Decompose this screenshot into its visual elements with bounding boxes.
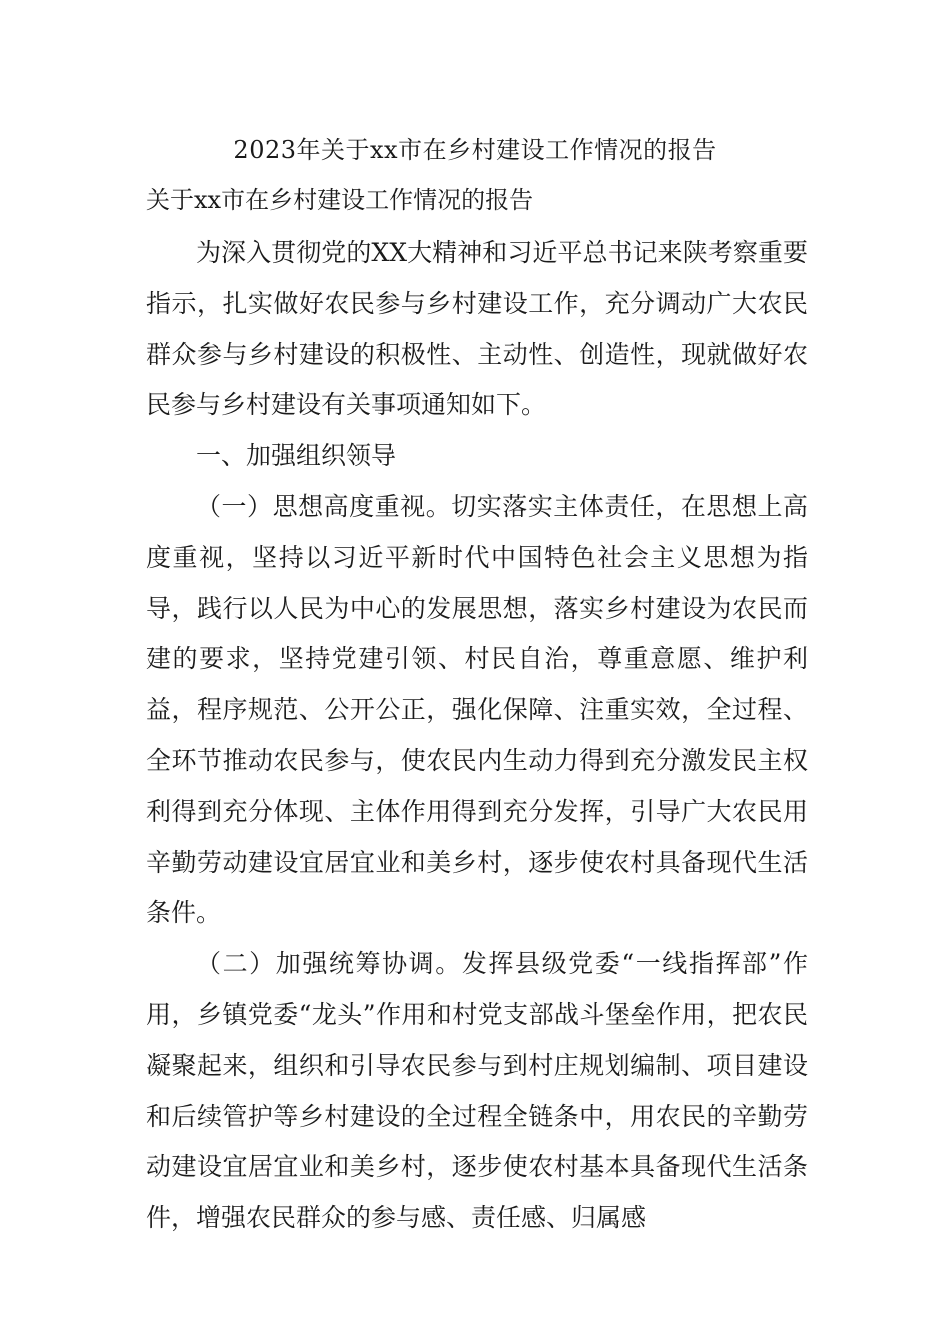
section-heading: 一、加强组织领导 (196, 441, 397, 471)
subsection-paragraph-1: （一）思想高度重视。切实落实主体责任，在思想上高度重视，坚持以习近平新时代中国特色社会主义思想为指导，践行以人民为中心的发展思想，落实乡村建设为农民而建的要求，坚持党建引领、村民自治，尊重意愿、维护利益，程序规范、公开公正，强化保障、注重实效，全过程、全环节推动农民参与，使农民内生动力得到充分激发民主权利得到充分体现、主体作用得到充分发挥，引导广大农民用辛勤劳动建设宜居宜业和美乡村，逐步使农村具备现代生活条件。 (146, 491, 808, 928)
document-subtitle: 关于xx市在乡村建设工作情况的报告 (146, 186, 534, 214)
subsection-paragraph-2: （二）加强统筹协调。发挥县级党委“一线指挥部”作用，乡镇党委“龙头”作用和村党支部战斗堡垒作用，把农民凝聚起来，组织和引导农民参与到村庄规划编制、项目建设和后续管护等乡村建设的全过程全链条中，用农民的辛勤劳动建设宜居宜业和美乡村，逐步使农村基本具备现代生活条件，增强农民群众的参与感、责任感、归属感 (146, 949, 808, 1233)
intro-paragraph: 为深入贯彻党的XX大精神和习近平总书记来陕考察重要指示，扎实做好农民参与乡村建设工作，充分调动广大农民群众参与乡村建设的积极性、主动性、创造性，现就做好农民参与乡村建设有关事项通知如下。 (146, 238, 808, 420)
document-title: 2023年关于xx市在乡村建设工作情况的报告 (233, 136, 717, 164)
document-body (146, 228, 808, 1244)
